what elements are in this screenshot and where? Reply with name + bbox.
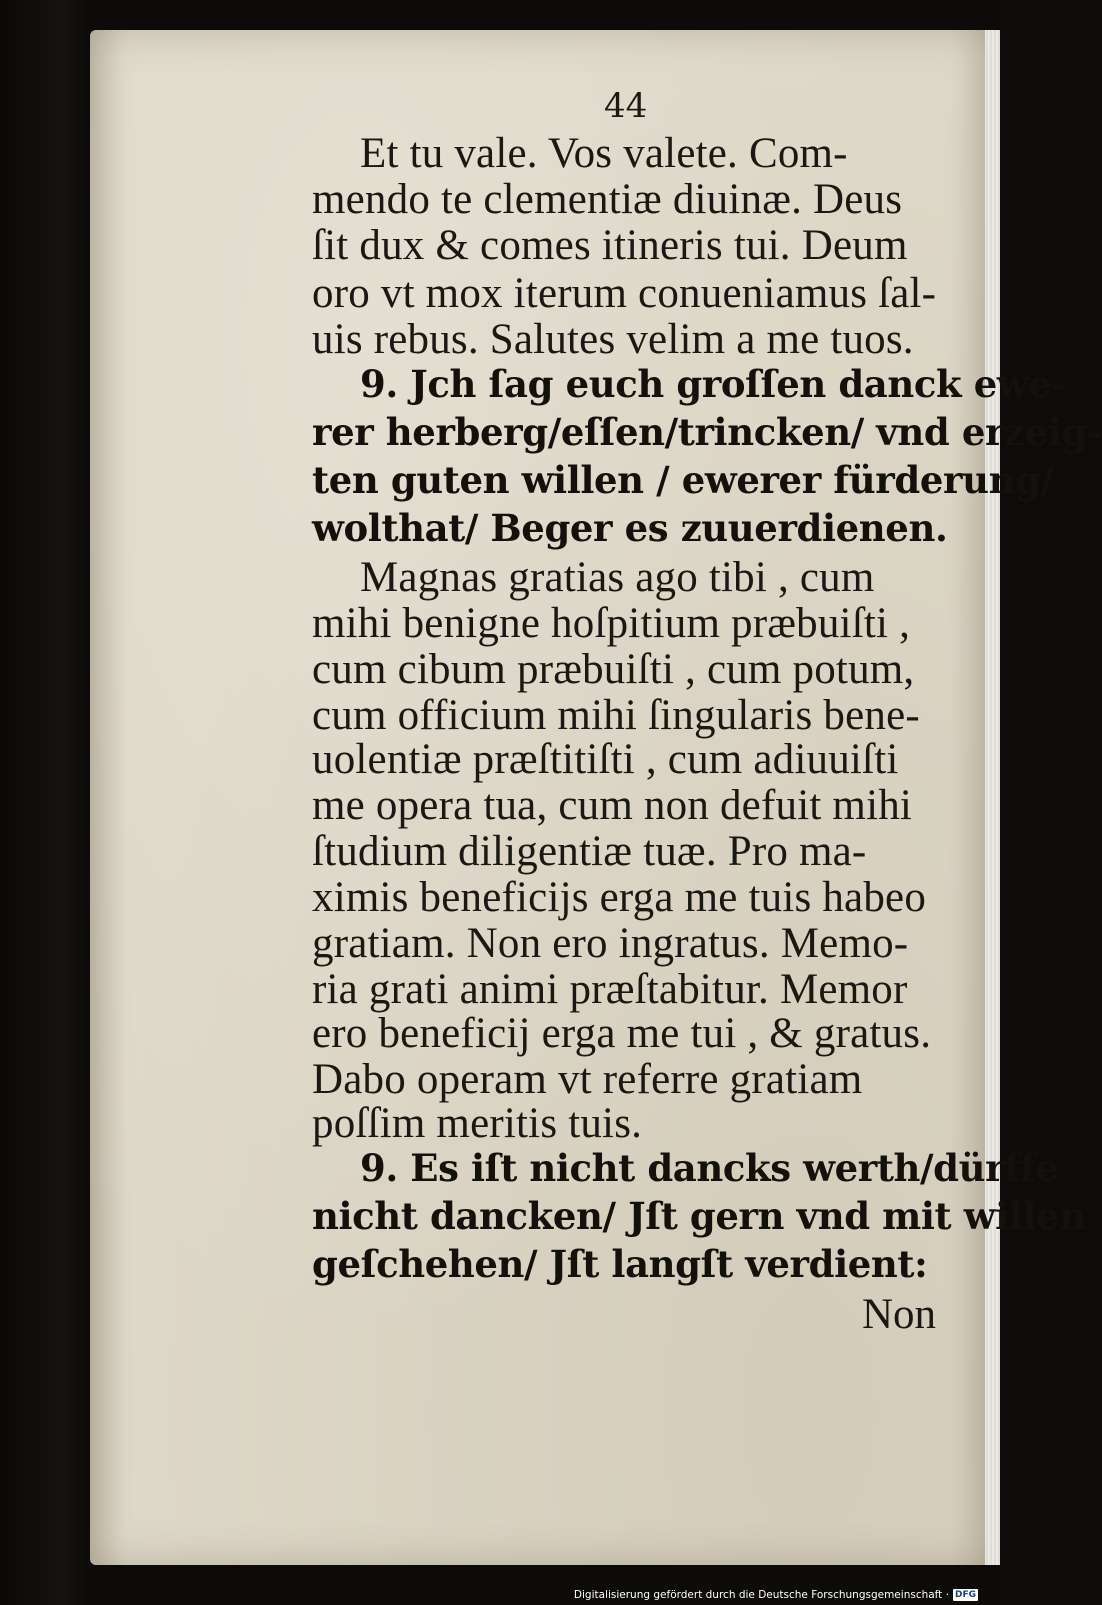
text-line: ten guten willen / ewerer fürderung/ <box>312 458 1054 502</box>
text-line: ximis beneficijs erga me tuis habeo <box>312 874 927 921</box>
text-line: mihi benigne hoſpitium præbuiſti , <box>312 600 911 647</box>
text-line: oro vt mox iterum conueniamus ſal‑ <box>312 270 937 317</box>
catchword: Non <box>862 1291 937 1338</box>
text-line: cum officium mihi ſingularis bene‑ <box>312 692 920 739</box>
text-line: 9. Es iſt nicht dancks werth/dürffe <box>360 1146 1059 1190</box>
text-line: rer herberg/eſſen/trincken/ vnd erzeig‑ <box>312 410 1102 454</box>
text-line: ria grati animi præſtabitur. Memor <box>312 966 908 1013</box>
text-line: 9. Jch ſag euch groſſen danck ewe‑ <box>360 362 1067 406</box>
text-line: gratiam. Non ero ingratus. Memo‑ <box>312 920 909 967</box>
digitization-credit <box>574 1589 978 1601</box>
text-line: mendo te clementiæ diuinæ. Deus <box>312 176 903 223</box>
text-line: geſchehen/ Jſt langſt verdient: <box>312 1242 928 1286</box>
page-edge <box>985 30 1000 1565</box>
text-line: wolthat/ Beger es zuuerdienen. <box>312 506 948 550</box>
text-line: Et tu vale. Vos valete. Com‑ <box>360 130 848 177</box>
text-line: uolentiæ præſtitiſti , cum adiuuiſti <box>312 736 899 783</box>
text-line: ero beneficij erga me tui , & gratus. <box>312 1010 932 1057</box>
text-line: ſtudium diligentiæ tuæ. Pro ma‑ <box>312 828 867 875</box>
dfg-logo: DFG <box>954 1590 976 1600</box>
text-line: Magnas gratias ago tibi , cum <box>360 554 875 601</box>
text-line: Dabo operam vt referre gratiam <box>312 1056 863 1103</box>
text-line: poſſim meritis tuis. <box>312 1100 643 1147</box>
text-line: cum cibum præbuiſti , cum potum, <box>312 646 915 693</box>
text-line: ſit dux & comes itineris tui. Deum <box>312 222 908 269</box>
credit-text: Digitalisierung gefördert durch die Deutsche Forschungsgemeinschaft · <box>573 1589 949 1601</box>
text-line: nicht dancken/ Jſt gern vnd mit willen <box>312 1194 1086 1238</box>
text-line: me opera tua, cum non defuit mihi <box>312 782 913 829</box>
page-number: 44 <box>604 86 648 126</box>
text-line: uis rebus. Salutes velim a me tuos. <box>312 316 914 363</box>
